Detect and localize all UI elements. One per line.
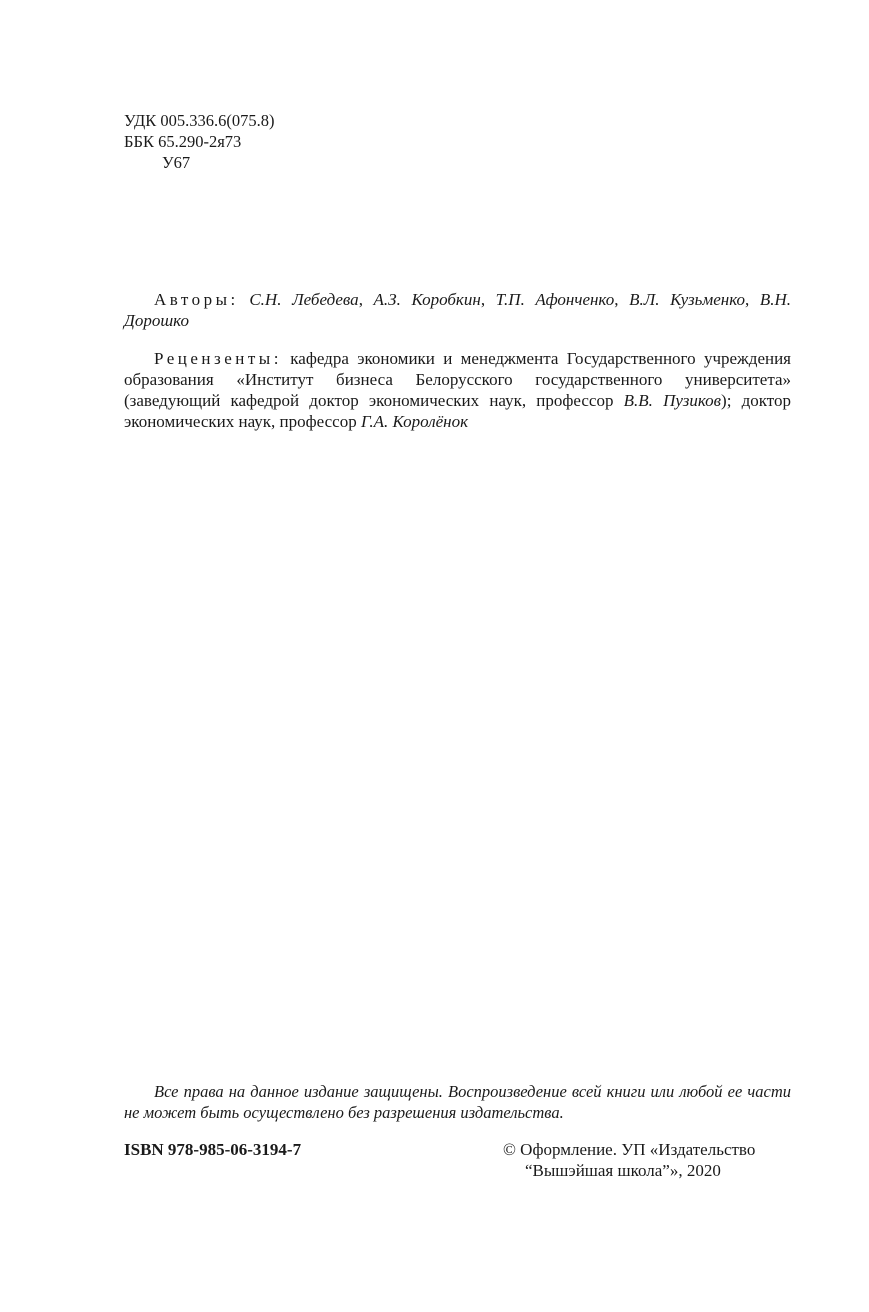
copyright-notice [503, 1139, 755, 1181]
authors-paragraph: Авторы: С.Н. Лебедева, А.З. Коробкин, Т.П. Афонченко, В.Л. Кузьменко, В.Н. Дорошко [124, 290, 792, 330]
reviewers-label: Рецензенты: [154, 349, 282, 368]
bbk-code: ББК 65.290-2я73 [124, 132, 242, 151]
author-name: В.Л. Кузьменко [629, 290, 745, 309]
reviewer-name: В.В. Пузиков [623, 391, 722, 410]
author-name: Т.П. Афонченко [495, 290, 615, 309]
author-name: С.Н. Лебедева [249, 290, 359, 309]
reviewers-text: кафедра экономики и менеджмента Государственного учреждения образования «Институт бизнеса Белорусского государственного университета» (заведующий кафедрой доктор экономических наук, профессор [124, 349, 792, 410]
author-mark: У67 [162, 153, 191, 172]
copyright-line: © Оформление. УП «Издательство [503, 1140, 756, 1159]
udk-code: УДК 005.336.6(075.8) [124, 111, 275, 130]
authors-label: Авторы: [154, 290, 239, 309]
author-name: А.З. Коробкин [373, 290, 481, 309]
rights-notice: Все права на данное издание защищены. Воспроизведение всей книги или любой ее части не может быть осуществлено без разрешения издательства. [124, 1082, 791, 1122]
reviewers-paragraph [124, 348, 791, 432]
classification-block [124, 110, 275, 173]
reviewers-text: ); доктор экономических наук, профессор [124, 391, 791, 431]
reviewer-name: Г.А. Королёнок [360, 412, 469, 431]
isbn: ISBN 978-985-06-3194-7 [124, 1140, 302, 1159]
copyright-line: “Вышэйшая школа”», 2020 [525, 1161, 721, 1180]
author-name: В.Н. Дорошко [124, 290, 792, 330]
